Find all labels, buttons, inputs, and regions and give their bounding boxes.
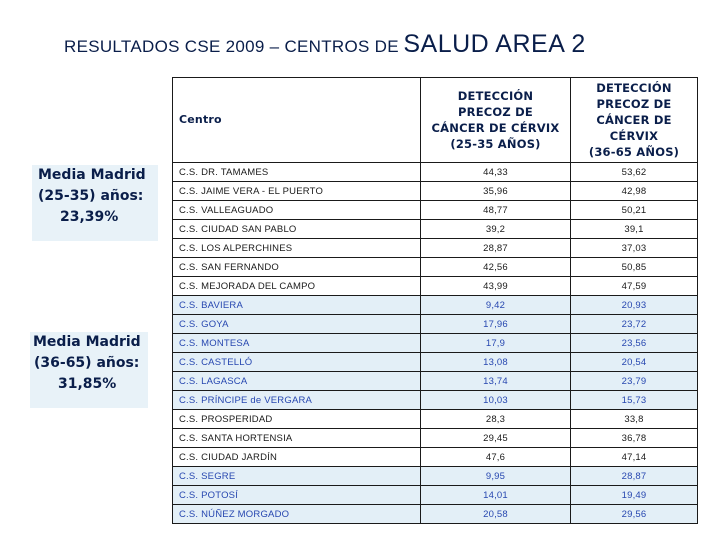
cell-deteccion-25-35: 14,01 [421, 486, 571, 505]
table-row [173, 315, 698, 334]
cell-deteccion-25-35: 9,42 [421, 296, 571, 315]
cell-deteccion-36-65: 29,56 [571, 505, 698, 524]
header-deteccion-36-65: DETECCIÓN PRECOZ DE CÁNCER DE CÉRVIX (36-65 AÑOS) [571, 78, 698, 163]
cell-centro: C.S. VALLEAGUADO [173, 201, 421, 220]
summary-box-25-35 [32, 165, 158, 241]
cell-deteccion-36-65: 37,03 [571, 239, 698, 258]
cell-centro: C.S. PRÍNCIPE de VERGARA [173, 391, 421, 410]
cell-centro: C.S. DR. TAMAMES [173, 163, 421, 182]
cell-deteccion-25-35: 39,2 [421, 220, 571, 239]
table-row [173, 467, 698, 486]
page-title [64, 30, 586, 59]
cell-deteccion-25-35: 35,96 [421, 182, 571, 201]
table-row [173, 334, 698, 353]
title-prefix: RESULTADOS CSE 2009 – CENTROS DE [64, 37, 399, 56]
cell-centro: C.S. LAGASCA [173, 372, 421, 391]
cell-centro: C.S. PROSPERIDAD [173, 410, 421, 429]
cell-deteccion-25-35: 28,87 [421, 239, 571, 258]
header-centro: Centro [173, 78, 421, 163]
cell-deteccion-36-65: 53,62 [571, 163, 698, 182]
cell-deteccion-36-65: 50,85 [571, 258, 698, 277]
summary-value: 23,39% [60, 209, 119, 225]
table-row [173, 296, 698, 315]
cell-centro: C.S. CIUDAD SAN PABLO [173, 220, 421, 239]
table-row [173, 429, 698, 448]
cell-deteccion-25-35: 43,99 [421, 277, 571, 296]
cell-deteccion-36-65: 23,56 [571, 334, 698, 353]
summary-label: Media Madrid [33, 334, 141, 350]
cell-deteccion-36-65: 47,59 [571, 277, 698, 296]
header-deteccion-25-35: DETECCIÓN PRECOZ DE CÁNCER DE CÉRVIX (25-35 AÑOS) [421, 78, 571, 163]
cell-deteccion-25-35: 9,95 [421, 467, 571, 486]
cell-deteccion-25-35: 28,3 [421, 410, 571, 429]
table-row [173, 410, 698, 429]
cell-centro: C.S. SEGRE [173, 467, 421, 486]
table-row [173, 182, 698, 201]
cell-deteccion-36-65: 23,79 [571, 372, 698, 391]
summary-range: (36-65) años: [34, 355, 140, 371]
table-row [173, 258, 698, 277]
summary-range: (25-35) años: [38, 188, 144, 204]
title-main: SALUD AREA 2 [403, 30, 586, 58]
cell-deteccion-36-65: 36,78 [571, 429, 698, 448]
cell-deteccion-25-35: 13,74 [421, 372, 571, 391]
cell-deteccion-36-65: 15,73 [571, 391, 698, 410]
cell-deteccion-36-65: 42,98 [571, 182, 698, 201]
cell-centro: C.S. BAVIERA [173, 296, 421, 315]
cell-deteccion-25-35: 44,33 [421, 163, 571, 182]
cell-deteccion-36-65: 20,54 [571, 353, 698, 372]
cell-deteccion-25-35: 10,03 [421, 391, 571, 410]
cell-centro: C.S. SAN FERNANDO [173, 258, 421, 277]
table-row [173, 201, 698, 220]
table-row [173, 505, 698, 524]
cell-centro: C.S. JAIME VERA - EL PUERTO [173, 182, 421, 201]
cell-centro: C.S. POTOSÍ [173, 486, 421, 505]
summary-value: 31,85% [58, 376, 117, 392]
cell-deteccion-25-35: 47,6 [421, 448, 571, 467]
cell-centro: C.S. GOYA [173, 315, 421, 334]
cell-centro: C.S. SANTA HORTENSIA [173, 429, 421, 448]
table-header-row [173, 78, 698, 163]
table-body [173, 163, 698, 524]
table-row [173, 391, 698, 410]
cell-deteccion-36-65: 50,21 [571, 201, 698, 220]
table-row [173, 448, 698, 467]
cell-deteccion-36-65: 19,49 [571, 486, 698, 505]
summary-box-36-65 [30, 332, 148, 408]
summary-label: Media Madrid [38, 167, 146, 183]
cell-centro: C.S. LOS ALPERCHINES [173, 239, 421, 258]
table-row [173, 163, 698, 182]
cell-centro: C.S. NÚÑEZ MORGADO [173, 505, 421, 524]
cell-centro: C.S. CASTELLÓ [173, 353, 421, 372]
cell-centro: C.S. CIUDAD JARDÍN [173, 448, 421, 467]
results-table [172, 77, 698, 524]
cell-deteccion-36-65: 28,87 [571, 467, 698, 486]
cell-deteccion-25-35: 13,08 [421, 353, 571, 372]
cell-deteccion-36-65: 47,14 [571, 448, 698, 467]
cell-deteccion-25-35: 48,77 [421, 201, 571, 220]
table-row [173, 277, 698, 296]
cell-deteccion-25-35: 17,9 [421, 334, 571, 353]
cell-deteccion-25-35: 20,58 [421, 505, 571, 524]
cell-centro: C.S. MONTESA [173, 334, 421, 353]
cell-centro: C.S. MEJORADA DEL CAMPO [173, 277, 421, 296]
cell-deteccion-25-35: 17,96 [421, 315, 571, 334]
table-row [173, 239, 698, 258]
table-row [173, 353, 698, 372]
cell-deteccion-36-65: 20,93 [571, 296, 698, 315]
cell-deteccion-36-65: 23,72 [571, 315, 698, 334]
table-row [173, 372, 698, 391]
table-row [173, 486, 698, 505]
table-row [173, 220, 698, 239]
cell-deteccion-36-65: 39,1 [571, 220, 698, 239]
cell-deteccion-25-35: 29,45 [421, 429, 571, 448]
cell-deteccion-36-65: 33,8 [571, 410, 698, 429]
cell-deteccion-25-35: 42,56 [421, 258, 571, 277]
